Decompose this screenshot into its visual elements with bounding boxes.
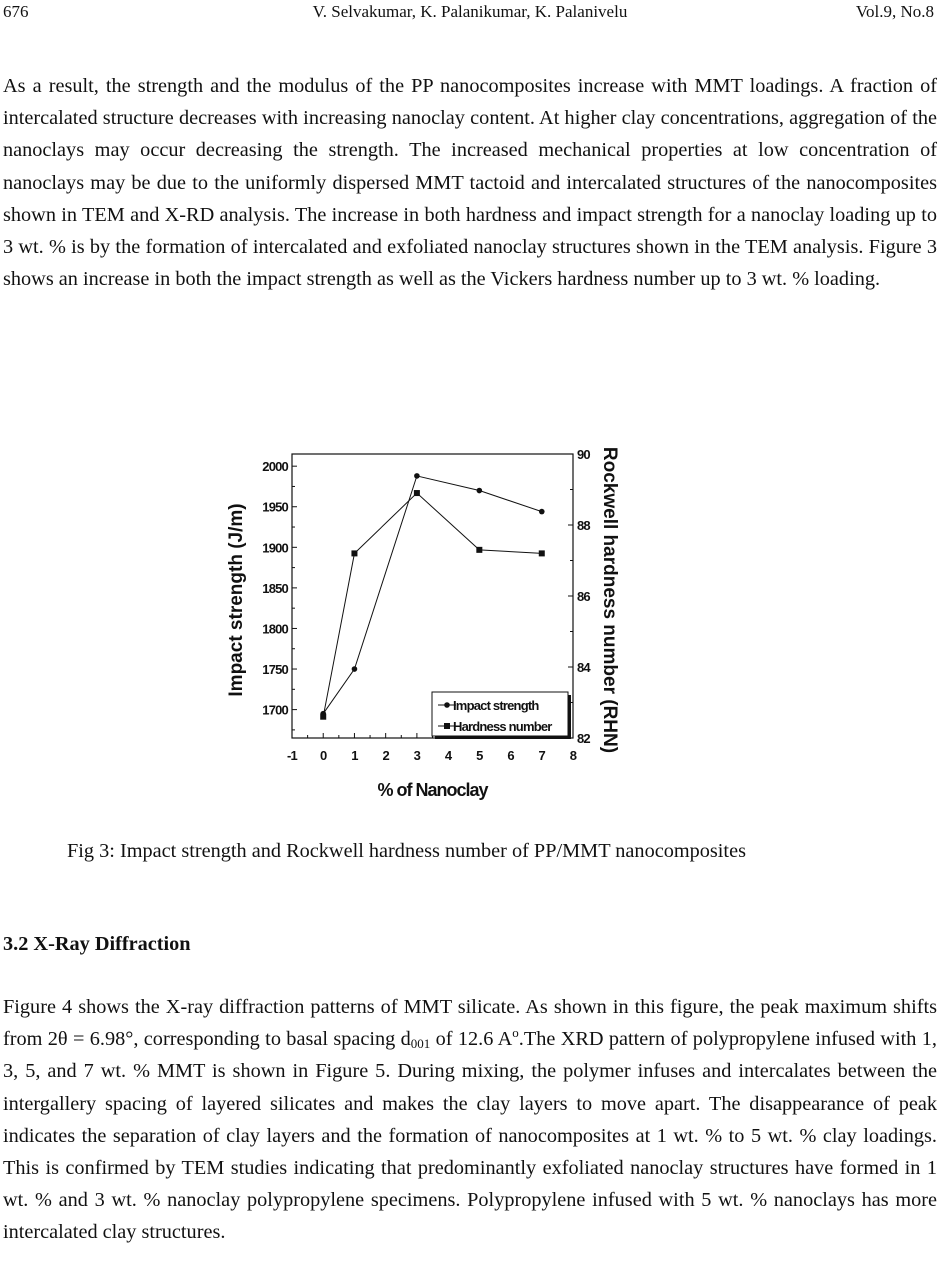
y-tick-label: 2000 — [262, 459, 288, 475]
data-point-hardness — [414, 490, 420, 496]
x-tick-label: 0 — [320, 748, 327, 763]
figure-3-chart — [200, 420, 650, 810]
x-tick-label: 8 — [569, 748, 577, 763]
x-tick-label: 4 — [444, 748, 452, 763]
paragraph-2-subscript: 001 — [410, 1036, 431, 1052]
data-point-impact — [539, 509, 545, 515]
x-tick-label: 7 — [538, 748, 545, 763]
legend-marker-circle — [444, 702, 450, 708]
legend-marker-square — [444, 723, 450, 729]
y-tick-label: 1800 — [262, 621, 288, 637]
x-tick-label: -1 — [287, 748, 297, 763]
chart-svg — [200, 420, 650, 810]
header-volume: Vol.9, No.8 — [855, 2, 934, 21]
x-tick-label: 2 — [382, 748, 389, 763]
x-tick-label: 3 — [413, 748, 421, 763]
data-point-impact — [352, 666, 358, 672]
figure-caption: Fig 3: Impact strength and Rockwell hardness number of PP/MMT nanocomposites — [67, 840, 746, 862]
x-axis-title: % of Nanoclay — [377, 780, 488, 800]
data-point-hardness — [351, 550, 357, 556]
legend-label-2: Hardness number — [453, 719, 552, 734]
data-point-impact — [477, 488, 483, 494]
y2-tick-label: 90 — [577, 447, 590, 462]
y-tick-label: 1950 — [262, 499, 288, 515]
paragraph-2-superscript: o — [512, 1025, 519, 1041]
page-header — [0, 0, 940, 24]
series-line-1 — [323, 476, 542, 714]
x-tick-label: 6 — [507, 748, 514, 763]
x-tick-label: 1 — [351, 748, 358, 763]
data-point-hardness — [320, 714, 326, 720]
paragraph-2 — [3, 991, 937, 1249]
legend-label-1: Impact strength — [453, 698, 539, 713]
header-page-number: 676 — [3, 2, 29, 21]
paragraph-2-part2: of 12.6 A — [430, 1028, 513, 1051]
y2-tick-label: 86 — [577, 589, 590, 604]
y-tick-label: 1700 — [262, 702, 288, 718]
y2-tick-label: 82 — [577, 731, 590, 746]
section-heading: 3.2 X-Ray Diffraction — [3, 933, 191, 955]
y-tick-label: 1850 — [262, 580, 288, 596]
y2-axis-title: Rockwell hardness number (RHN) — [599, 446, 620, 754]
y2-tick-label: 84 — [577, 660, 590, 675]
series-line-2 — [323, 493, 542, 717]
x-tick-label: 5 — [476, 748, 483, 763]
paragraph-2-part3: .The XRD pattern of polypropylene infused with 1, 3, 5, and 7 wt. % MMT is shown in Figure 5. During mixing, the polymer infuses and intercalates between the intergallery spacing of layered silicates and makes the clay layers to move apart. The disappearance of peak indicates the separation of clay layers and the formation of nanocomposites at 1 wt. % to 5 wt. % clay loadings. This is confirmed by TEM studies indicating that predominantly exfoliated nanoclay structures have formed in 1 wt. % and 3 wt. % nanoclay polypropylene specimens. Polypropylene infused with 5 wt. % nanoclays has more intercalated clay structures. — [3, 1028, 937, 1244]
y-axis-title: Impact strength (J/m) — [226, 503, 247, 697]
data-point-impact — [414, 473, 420, 479]
y2-tick-label: 88 — [577, 518, 590, 533]
y-tick-label: 1750 — [262, 662, 288, 678]
paragraph-2-part1: Figure 4 shows the X-ray diffraction patterns of MMT silicate. As shown in this figure, the peak maximum shifts from 2θ = 6.98°, corresponding to basal spacing d — [3, 996, 937, 1051]
data-point-hardness — [476, 547, 482, 553]
y-tick-label: 1900 — [262, 540, 288, 556]
header-authors: V. Selvakumar, K. Palanikumar, K. Palanivelu — [312, 2, 628, 21]
data-point-hardness — [539, 550, 545, 556]
paragraph-1: As a result, the strength and the modulus of the PP nanocomposites increase with MMT loadings. A fraction of intercalated structure decreases with increasing nanoclay content. At higher clay concentrations, aggregation of the nanoclays may occur decreasing the strength. The increased mechanical properties at low concentration of nanoclays may be due to the uniformly dispersed MMT tactoid and intercalated structures of the nanocomposites shown in TEM and X-RD analysis. The increase in both hardness and impact strength for a nanoclay loading up to 3 wt. % is by the formation of intercalated and exfoliated nanoclay structures shown in the TEM analysis. Figure 3 shows an increase in both the impact strength as well as the Vickers hardness number up to 3 wt. % loading. — [3, 75, 937, 291]
